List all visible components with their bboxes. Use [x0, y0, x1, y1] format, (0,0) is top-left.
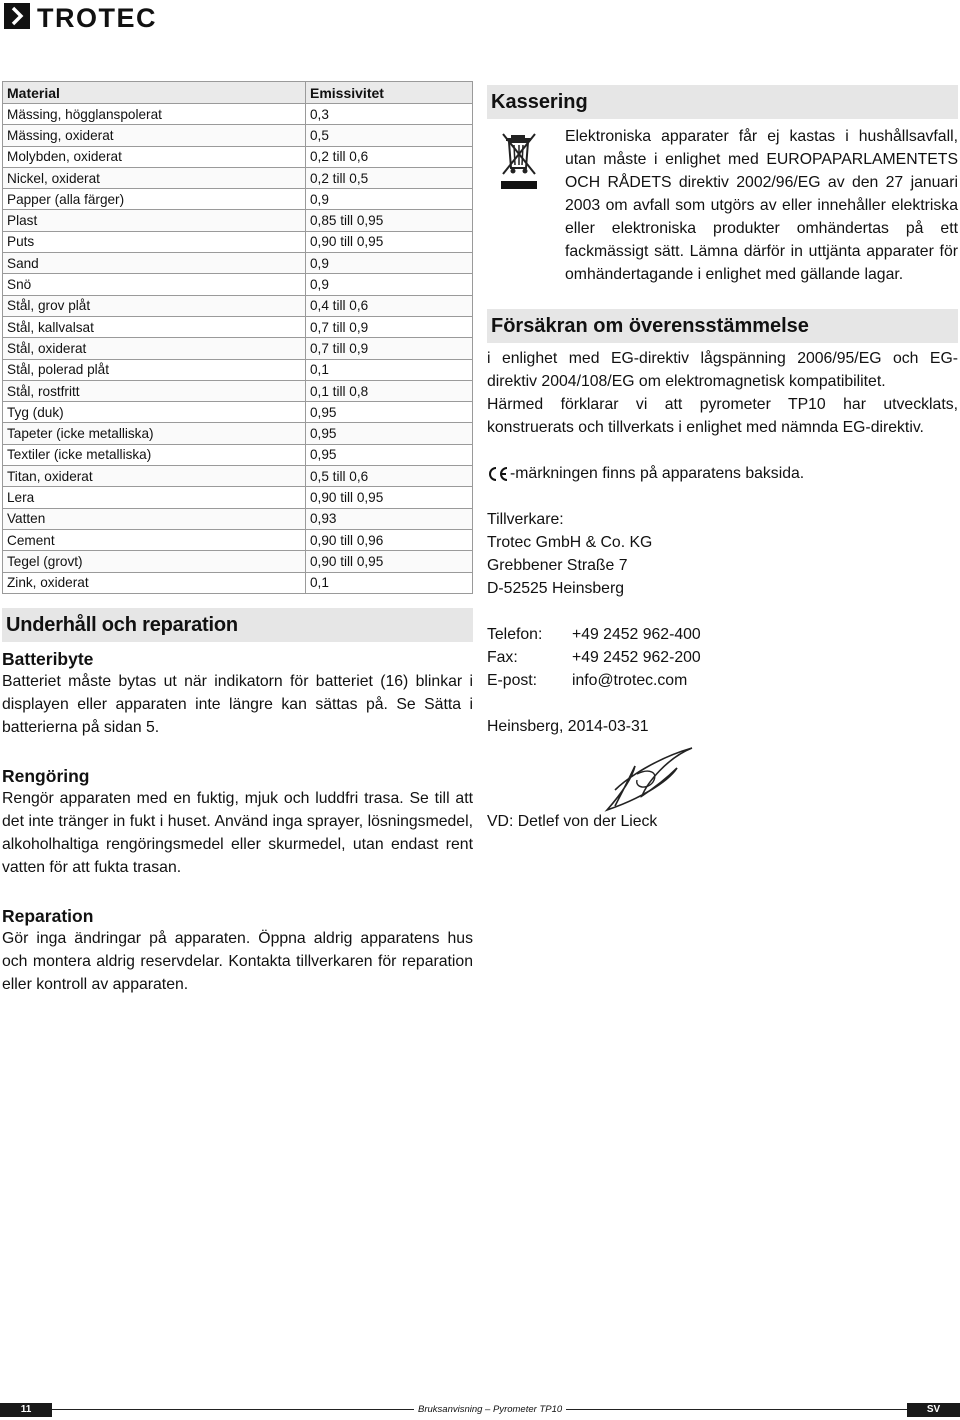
place-date: Heinsberg, 2014-03-31: [487, 718, 649, 735]
battery-title: Batteribyte: [2, 648, 94, 669]
table-row: [3, 508, 473, 529]
company-name: Trotec GmbH & Co. KG: [487, 534, 653, 551]
table-row: [3, 380, 473, 401]
emissivity-cell: 0,5: [306, 125, 473, 146]
disposal-section: [487, 125, 958, 286]
cleaning-title: Rengöring: [2, 765, 90, 786]
signature: [487, 738, 958, 816]
column-header-emissivity: Emissivitet: [306, 82, 473, 104]
emissivity-cell: 0,9: [306, 274, 473, 295]
company-city: D-52525 Heinsberg: [487, 580, 624, 597]
battery-text: Batteriet måste bytas ut när indikatorn för batteriet (16) blinkar i displayen eller apparaten inte längre kan sättas på. Se Sätta i batterierna på sidan 5.: [2, 672, 473, 736]
ce-marking-line: [487, 462, 958, 485]
emissivity-cell: 0,7 till 0,9: [306, 338, 473, 359]
emissivity-cell: 0,7 till 0,9: [306, 316, 473, 337]
maintenance-heading: Underhåll och reparation: [2, 608, 473, 642]
table-row: [3, 529, 473, 550]
emissivity-cell: 0,93: [306, 508, 473, 529]
cleaning-text: Rengör apparaten med en fuktig, mjuk och luddfri trasa. Se till att det inte tränger in fukt i huset. Använd inga sprayer, lösningsmedel, alkoholhaltiga rengöringsmedel eller skurmedel, utan endast rent vatten för att fukta trasan.: [2, 789, 473, 876]
conformity-text-2: Härmed förklarar vi att pyrometer TP10 har utvecklats, konstruerats och tillverkats i enlighet med nämnda EG-direktiv.: [487, 396, 958, 436]
emissivity-cell: 0,90 till 0,96: [306, 529, 473, 550]
conformity-heading: Försäkran om överensstämmelse: [487, 309, 958, 343]
table-row: [3, 231, 473, 252]
table-row: [3, 338, 473, 359]
material-cell: Mässing, oxiderat: [3, 125, 306, 146]
table-row: [3, 274, 473, 295]
table-row: [3, 423, 473, 444]
table-row: [3, 146, 473, 167]
material-cell: Nickel, oxiderat: [3, 167, 306, 188]
material-cell: Zink, oxiderat: [3, 572, 306, 593]
material-cell: Molybden, oxiderat: [3, 146, 306, 167]
table-row: [3, 572, 473, 593]
left-column: [2, 81, 473, 996]
column-header-material: Material: [3, 82, 306, 104]
repair-title: Reparation: [2, 905, 94, 926]
emissivity-cell: 0,85 till 0,95: [306, 210, 473, 231]
table-header-row: [3, 82, 473, 104]
emissivity-cell: 0,9: [306, 253, 473, 274]
repair-text: Gör inga ändringar på apparaten. Öppna aldrig apparatens hus och montera aldrig reservdelar. Kontakta tillverkaren för reparation eller kontroll av apparaten.: [2, 929, 473, 993]
emissivity-cell: 0,5 till 0,6: [306, 466, 473, 487]
page-footer: [0, 1403, 960, 1419]
fax-value: +49 2452 962-200: [572, 649, 701, 666]
material-cell: Mässing, högglanspolerat: [3, 104, 306, 125]
emissivity-cell: 0,4 till 0,6: [306, 295, 473, 316]
emissivity-cell: 0,9: [306, 189, 473, 210]
disposal-text: Elektroniska apparater får ej kastas i hushållsavfall, utan måste i enlighet med EUROPAPARLAMENTETS OCH RÅDETS direktiv 2002/96/EG av den 27 januari 2003 om avfall som utgörs av eller innehåller elektriska eller elektroniska produkter omhändertas på ett fackmässigt sätt. Lämna därför in uttjänta apparater för omhändertagande i enlighet med gällande lagar.: [565, 128, 958, 283]
material-cell: Stål, kallvalsat: [3, 316, 306, 337]
page-number: 11: [0, 1403, 52, 1417]
emissivity-cell: 0,2 till 0,6: [306, 146, 473, 167]
emissivity-cell: 0,3: [306, 104, 473, 125]
table-row: [3, 402, 473, 423]
signatory: VD: Detlef von der Lieck: [487, 813, 658, 830]
table-row: [3, 316, 473, 337]
email-row: [487, 669, 958, 692]
emissivity-cell: 0,1: [306, 359, 473, 380]
emissivity-cell: 0,90 till 0,95: [306, 231, 473, 252]
material-cell: Sand: [3, 253, 306, 274]
material-cell: Lera: [3, 487, 306, 508]
ce-mark-icon: [487, 466, 509, 482]
fax-row: [487, 646, 958, 669]
table-row: [3, 444, 473, 465]
material-cell: Titan, oxiderat: [3, 466, 306, 487]
table-row: [3, 295, 473, 316]
material-cell: Tegel (grovt): [3, 551, 306, 572]
email-value: info@trotec.com: [572, 672, 688, 689]
phone-row: [487, 623, 958, 646]
material-cell: Papper (alla färger): [3, 189, 306, 210]
table-row: [3, 359, 473, 380]
emissivity-table: [2, 81, 473, 594]
table-row: [3, 487, 473, 508]
material-cell: Plast: [3, 210, 306, 231]
material-cell: Snö: [3, 274, 306, 295]
table-row: [3, 167, 473, 188]
weee-bin-icon: [487, 125, 561, 286]
emissivity-cell: 0,95: [306, 402, 473, 423]
conformity-text-1: i enlighet med EG-direktiv lågspänning 2006/95/EG och EG-direktiv 2004/108/EG om elektromagnetisk kompatibilitet.: [487, 350, 958, 390]
trotec-logo: [4, 2, 216, 32]
emissivity-cell: 0,90 till 0,95: [306, 487, 473, 508]
material-cell: Stål, polerad plåt: [3, 359, 306, 380]
table-row: [3, 189, 473, 210]
phone-value: +49 2452 962-400: [572, 626, 701, 643]
emissivity-cell: 0,90 till 0,95: [306, 551, 473, 572]
material-cell: Textiler (icke metalliska): [3, 444, 306, 465]
emissivity-cell: 0,95: [306, 444, 473, 465]
emissivity-cell: 0,1: [306, 572, 473, 593]
material-cell: Cement: [3, 529, 306, 550]
footer-title: Bruksanvisning – Pyrometer TP10: [414, 1403, 566, 1417]
emissivity-cell: 0,2 till 0,5: [306, 167, 473, 188]
material-cell: Puts: [3, 231, 306, 252]
language-code: SV: [907, 1403, 960, 1417]
brand-name: TROTEC: [37, 3, 157, 32]
material-cell: Stål, rostfritt: [3, 380, 306, 401]
company-street: Grebbener Straße 7: [487, 557, 628, 574]
table-row: [3, 125, 473, 146]
material-cell: Stål, grov plåt: [3, 295, 306, 316]
disposal-heading: Kassering: [487, 85, 958, 119]
email-label: E-post:: [487, 672, 538, 689]
material-cell: Stål, oxiderat: [3, 338, 306, 359]
fax-label: Fax:: [487, 649, 518, 666]
material-cell: Tapeter (icke metalliska): [3, 423, 306, 444]
table-row: [3, 466, 473, 487]
material-cell: Vatten: [3, 508, 306, 529]
emissivity-cell: 0,1 till 0,8: [306, 380, 473, 401]
table-row: [3, 210, 473, 231]
phone-label: Telefon:: [487, 626, 543, 643]
table-row: [3, 253, 473, 274]
table-row: [3, 551, 473, 572]
ce-marking-text: -märkningen finns på apparatens baksida.: [510, 465, 805, 482]
manufacturer-label: Tillverkare:: [487, 511, 564, 528]
material-cell: Tyg (duk): [3, 402, 306, 423]
table-row: [3, 104, 473, 125]
emissivity-cell: 0,95: [306, 423, 473, 444]
right-column: [487, 85, 958, 833]
